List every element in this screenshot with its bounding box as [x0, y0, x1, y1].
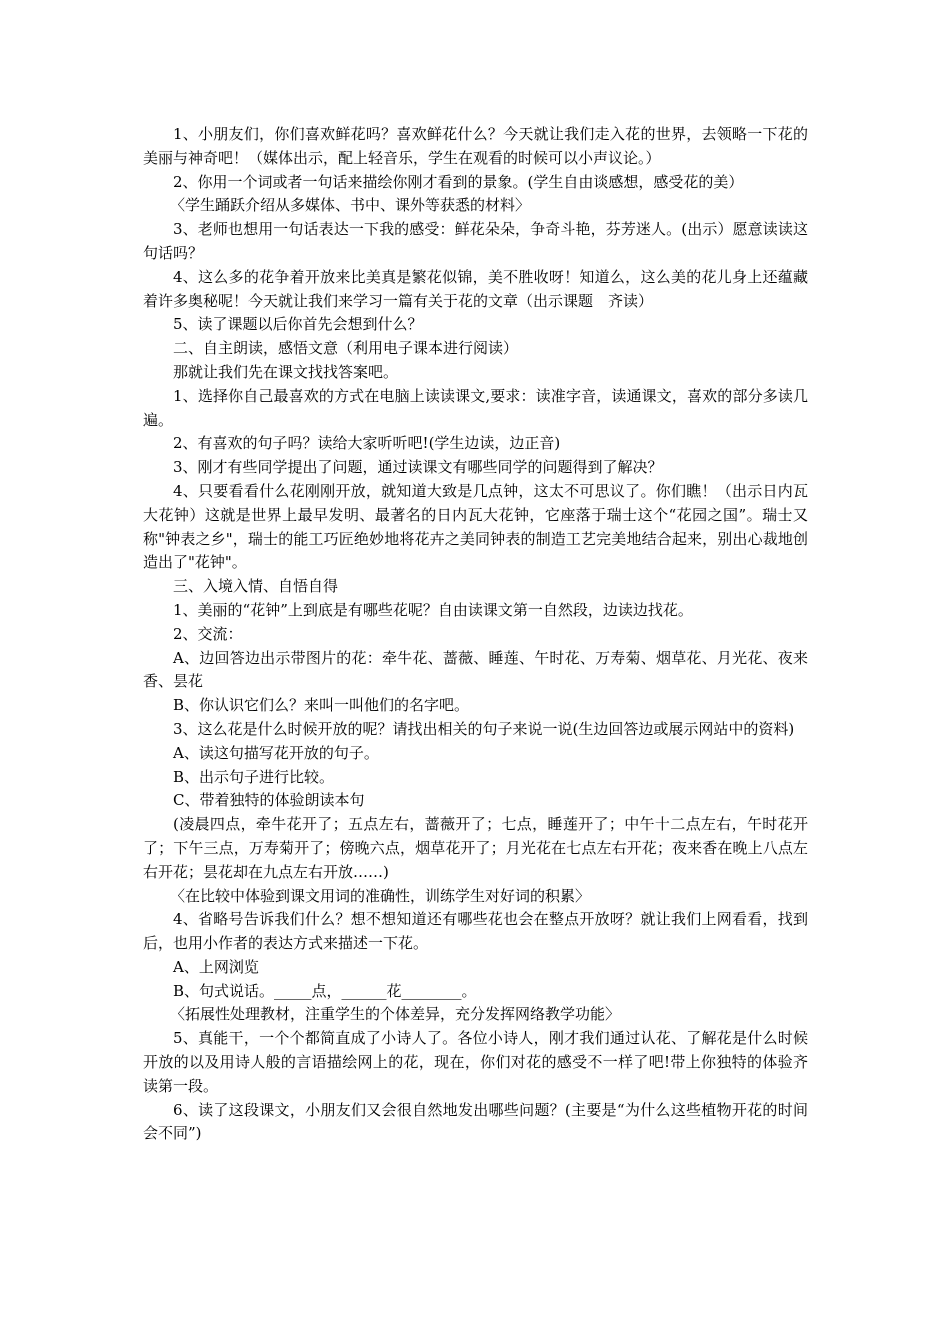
paragraph: (凌晨四点，牵牛花开了；五点左右，蔷薇开了；七点，睡莲开了；中午十二点左右，午时花开了；下午三点，万寿菊开了；傍晚六点，烟草花开了；月光花在七点左右开花；夜来香在晚上八点左右开花；昙花却在九点左右开放……)	[143, 815, 808, 881]
note-paragraph: 〈学生踊跃介绍从多媒体、书中、课外等获悉的材料〉	[170, 196, 531, 215]
paragraph: A、读这句描写花开放的句子。	[173, 743, 379, 762]
paragraph: 5、真能干，一个个都简直成了小诗人了。各位小诗人，刚才我们通过认花、了解花是什么时候开放的以及用诗人般的言语描绘网上的花，现在，你们对花的感受不一样了吧!带上你独特的体验齐读第一段。	[143, 1029, 808, 1095]
paragraph: 4、只要看看什么花刚刚开放，就知道大致是几点钟，这太不可思议了。你们瞧！（出示日内瓦大花钟）这就是世界上最早发明、最著名的日内瓦大花钟，它座落于瑞士这个“花园之国”。瑞士又称"钟表之乡"，瑞士的能工巧匠绝妙地将花卉之美同钟表的制造工艺完美地结合起来，别出心裁地创造出了"花钟"。	[143, 481, 808, 572]
paragraph: 那就让我们先在课文找找答案吧。	[173, 362, 399, 381]
paragraph: 1、美丽的“花钟”上到底是有哪些花呢？自由读课文第一自然段，边读边找花。	[173, 600, 693, 619]
paragraph: A、边回答边出示带图片的花：牵牛花、蔷薇、睡莲、午时花、万寿菊、烟草花、月光花、夜来香、昙花	[143, 648, 808, 691]
paragraph: 2、交流：	[173, 624, 243, 643]
paragraph: 2、有喜欢的句子吗？读给大家听听吧!(学生边读，边正音)	[173, 434, 561, 453]
section-heading: 二、自主朗读，感悟文意（利用电子课本进行阅读）	[173, 339, 519, 358]
paragraph: 3、这么花是什么时候开放的呢？请找出相关的句子来说一说(生边回答边或展示网站中的资料)	[173, 719, 795, 738]
paragraph: B、句式说话。_____点，______花________。	[173, 981, 477, 1000]
section-heading: 三、入境入情、自悟自得	[173, 577, 339, 596]
paragraph: C、带着独特的体验朗读本句	[173, 791, 365, 810]
paragraph: 4、这么多的花争着开放来比美真是繁花似锦，美不胜收呀！知道么，这么美的花儿身上还蕴藏着许多奥秘呢！今天就让我们来学习一篇有关于花的文章（出示课题 齐读）	[143, 267, 808, 310]
note-paragraph: 〈在比较中体验到课文用词的准确性，训练学生对好词的积累〉	[170, 886, 591, 905]
paragraph: 2、你用一个词或者一句话来描绘你刚才看到的景象。(学生自由谈感想，感受花的美）	[173, 172, 744, 191]
paragraph: 1、小朋友们，你们喜欢鲜花吗？喜欢鲜花什么？今天就让我们走入花的世界，去领略一下花的美丽与神奇吧！（媒体出示，配上轻音乐，学生在观看的时候可以小声议论。）	[143, 125, 808, 167]
paragraph: A、上网浏览	[173, 957, 259, 976]
paragraph: B、出示句子进行比较。	[173, 767, 335, 786]
paragraph: 1、选择你自己最喜欢的方式在电脑上读读课文,要求：读准字音，读通课文，喜欢的部分多读几遍。	[143, 386, 808, 429]
paragraph: 3、刚才有些同学提出了问题，通过读课文有哪些同学的问题得到了解决？	[173, 458, 663, 477]
paragraph: 5、读了课题以后你首先会想到什么？	[173, 315, 423, 334]
document-body	[143, 123, 808, 1146]
paragraph: 6、读了这段课文，小朋友们又会很自然地发出哪些问题？(主要是“为什么这些植物开花的时间会不同”)	[143, 1100, 808, 1143]
paragraph: 4、省略号告诉我们什么？想不想知道还有哪些花也会在整点开放呀？就让我们上网看看，找到后，也用小作者的表达方式来描述一下花。	[143, 910, 808, 953]
paragraph: 3、老师也想用一句话表达一下我的感受：鲜花朵朵，争奇斗艳，芬芳迷人。(出示）愿意读读这句话吗？	[143, 220, 808, 262]
paragraph: B、你认识它们么？来叫一叫他们的名字吧。	[173, 696, 470, 715]
note-paragraph: 〈拓展性处理教材，注重学生的个体差异，充分发挥网络教学功能〉	[170, 1005, 621, 1024]
